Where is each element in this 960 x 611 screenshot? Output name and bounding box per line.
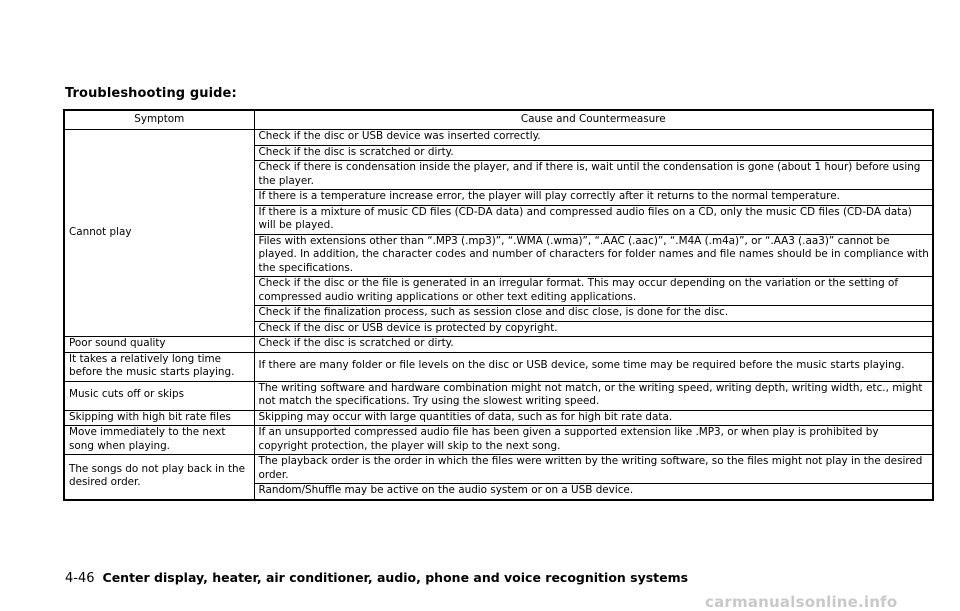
cause-cell: Check if the disc or the file is generated in an irregular format. This may occur depending on the variation or the setting of compressed audio writing applications or other text editing applications. <box>254 277 933 306</box>
cause-cell: If there are many folder or file levels on the disc or USB device, some time may be required before the music starts playing. <box>254 352 933 381</box>
table-row <box>64 410 933 426</box>
table-row <box>64 130 933 146</box>
symptom-cell: Poor sound quality <box>64 337 254 353</box>
symptom-cell: Music cuts off or skips <box>64 381 254 410</box>
cause-cell: Check if there is condensation inside the player, and if there is, wait until the condensation is gone (about 1 hour) before using the player. <box>254 161 933 190</box>
column-header-symptom: Symptom <box>64 110 254 130</box>
page-footer <box>65 570 688 586</box>
cause-cell: The playback order is the order in which the files were written by the writing software, so the files might not play in the desired order. <box>254 455 933 484</box>
cause-cell: Check if the disc or USB device was inserted correctly. <box>254 130 933 146</box>
table-row <box>64 352 933 381</box>
section-title: Center display, heater, air conditioner, audio, phone and voice recognition systems <box>102 570 689 585</box>
cause-cell: Check if the disc is scratched or dirty. <box>254 337 933 353</box>
symptom-cell: The songs do not play back in the desired order. <box>64 455 254 500</box>
troubleshooting-table <box>63 109 934 501</box>
table-row <box>64 337 933 353</box>
symptom-cell: Skipping with high bit rate files <box>64 410 254 426</box>
table-row <box>64 381 933 410</box>
cause-cell: The writing software and hardware combination might not match, or the writing speed, writing depth, writing width, etc., might not match the specifications. Try using the slowest writing speed. <box>254 381 933 410</box>
cause-cell: Check if the finalization process, such as session close and disc close, is done for the disc. <box>254 306 933 322</box>
page-number: 4-46 <box>65 571 95 586</box>
cause-cell: If an unsupported compressed audio file has been given a supported extension like .MP3, or when play is prohibited by copyright protection, the player will skip to the next song. <box>254 426 933 455</box>
watermark: carmanualsonline.info <box>705 593 898 611</box>
cause-cell: If there is a temperature increase error, the player will play correctly after it returns to the normal temperature. <box>254 190 933 206</box>
cause-cell: If there is a mixture of music CD files (CD-DA data) and compressed audio files on a CD, only the music CD files (CD-DA data) will be played. <box>254 205 933 234</box>
column-header-cause: Cause and Countermeasure <box>254 110 933 130</box>
page-heading: Troubleshooting guide: <box>65 86 237 101</box>
table-header-row <box>64 110 933 130</box>
symptom-cell: It takes a relatively long time before the music starts playing. <box>64 352 254 381</box>
cause-cell: Skipping may occur with large quantities of data, such as for high bit rate data. <box>254 410 933 426</box>
table-body <box>64 130 933 500</box>
table-row <box>64 426 933 455</box>
cause-cell: Check if the disc or USB device is protected by copyright. <box>254 321 933 337</box>
table-row <box>64 455 933 484</box>
cause-cell: Random/Shuffle may be active on the audio system or on a USB device. <box>254 484 933 500</box>
cause-cell: Check if the disc is scratched or dirty. <box>254 145 933 161</box>
cause-cell: Files with extensions other than “.MP3 (.mp3)”, “.WMA (.wma)”, “.AAC (.aac)”, “.M4A (.m4a)”, or “.AA3 (.aa3)” cannot be played. In addition, the character codes and number of characters for folder names and file names should be in compliance with the specifications. <box>254 234 933 277</box>
symptom-cell: Move immediately to the next song when playing. <box>64 426 254 455</box>
symptom-cell: Cannot play <box>64 130 254 337</box>
